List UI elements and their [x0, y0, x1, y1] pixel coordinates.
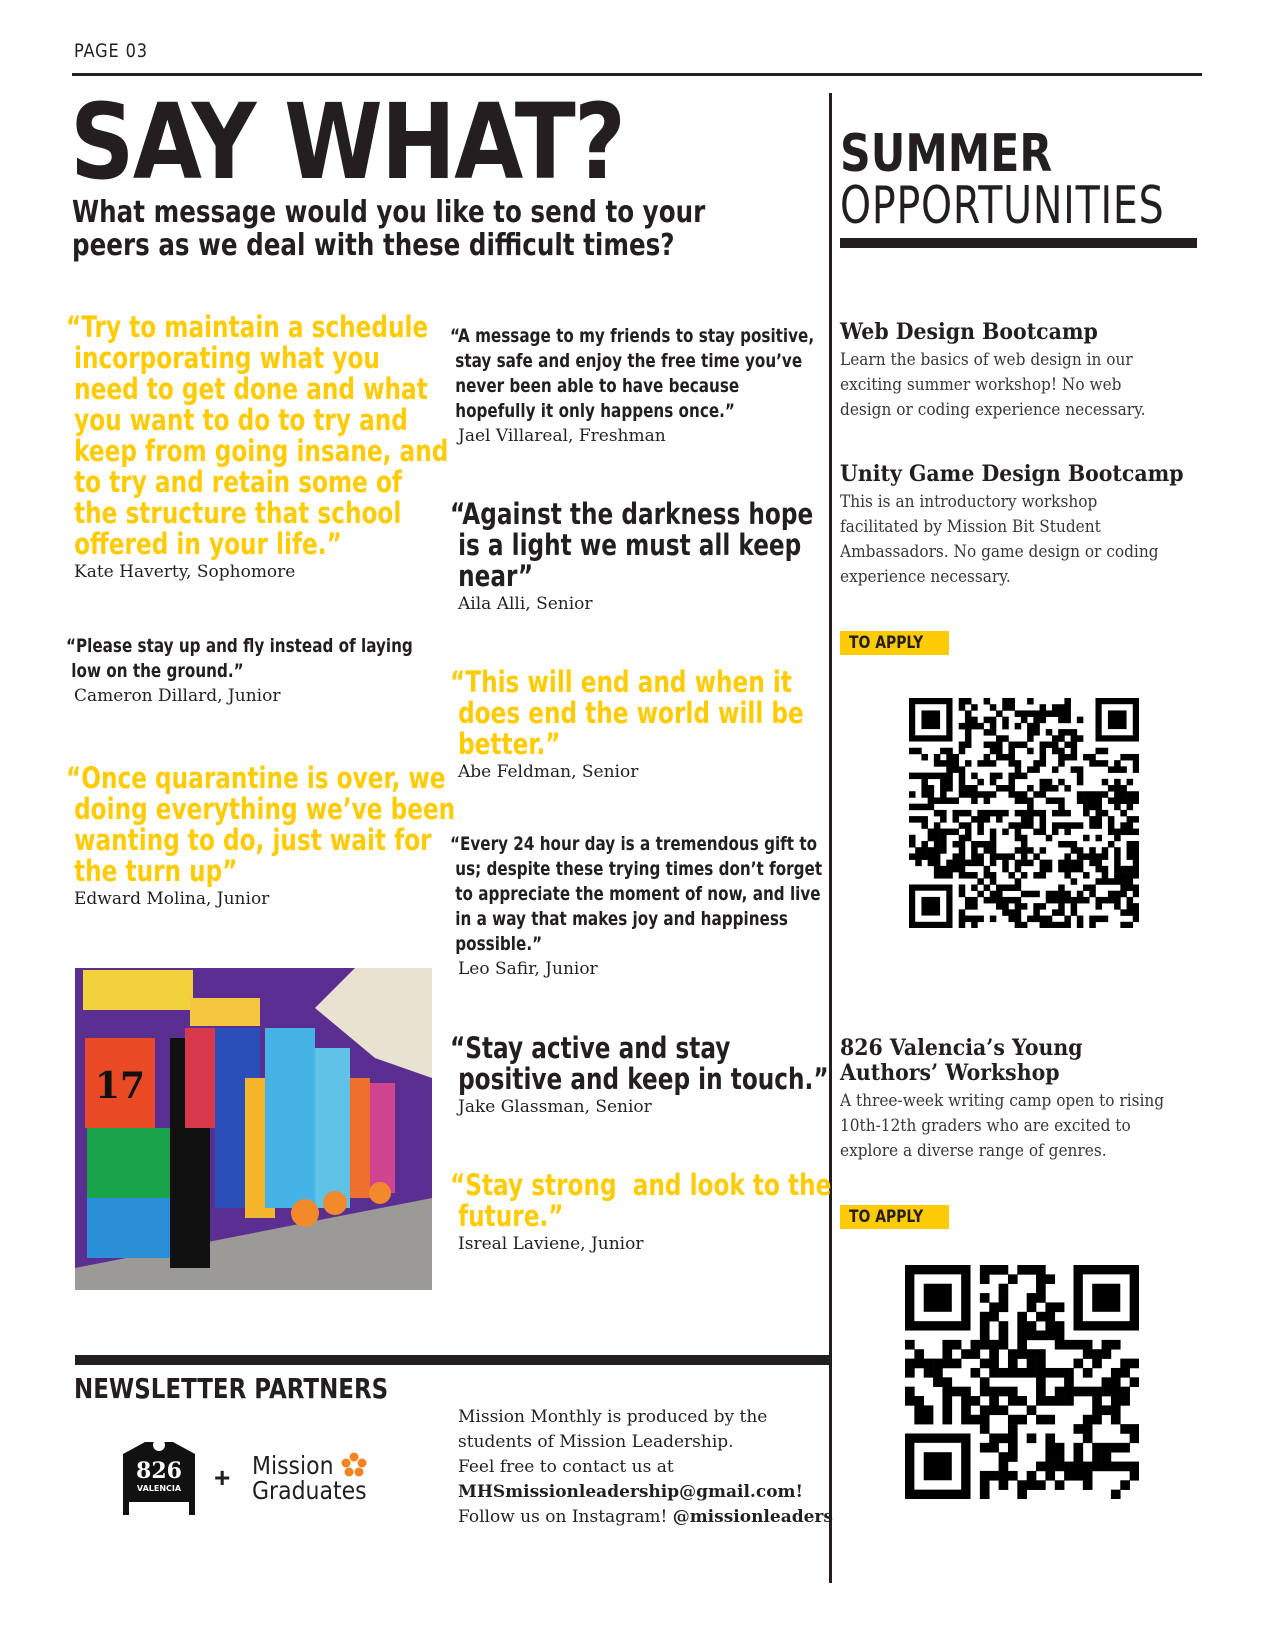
page-number: PAGE 03: [74, 40, 148, 62]
mg-logo-line2: Graduates: [252, 1476, 367, 1505]
to-apply-label: TO APPLY: [840, 1205, 949, 1229]
quote-line: stay safe and enjoy the free time you’ve: [450, 350, 803, 372]
quote-text: [450, 1170, 831, 1232]
quote-line: need to get done and what: [66, 372, 428, 406]
quote-line: “Against the darkness hope: [450, 497, 814, 531]
mural-photo: [75, 968, 432, 1290]
opportunity-title: 826 Valencia’s Young Authors’ Workshop: [840, 1035, 1083, 1086]
quote-line: hopefully it only happens once.”: [450, 400, 735, 422]
quote-line: you want to do to try and: [66, 403, 408, 437]
opportunity-description: This is an introductory workshop facilitated by Mission Bit Student Ambassadors. No game design or coding experience necessary.: [840, 492, 1159, 586]
quote-author: Jael Villareal, Freshman: [458, 426, 666, 446]
quote-line: offered in your life.”: [66, 527, 342, 561]
quote-line: the turn up”: [66, 854, 238, 888]
contact-email-link[interactable]: MHSmissionleadership@gmail.com!: [458, 1482, 803, 1502]
quote-line: “This will end and when it: [450, 665, 792, 699]
quote-line: never been able to have because: [450, 375, 740, 397]
sidebar-title-light: OPPORTUNITIES: [840, 176, 1165, 236]
partners-heading: NEWSLETTER PARTNERS: [74, 1372, 389, 1405]
quote-text: [66, 634, 413, 684]
mission-graduates-logo: [252, 1452, 382, 1503]
quote-text: [450, 324, 814, 424]
top-divider: [72, 73, 1202, 76]
opportunity-description: A three-week writing camp open to rising 10th-12th graders who are excited to explore a diverse range of genres.: [840, 1091, 1165, 1160]
quote-text: [450, 667, 804, 760]
quote-line: “Stay strong and look to the: [450, 1168, 832, 1202]
quote-line: “Stay active and stay: [450, 1031, 731, 1065]
quote-card: [450, 324, 905, 446]
svg-text:17: 17: [95, 1065, 146, 1107]
quote-line: wanting to do, just wait for: [66, 823, 432, 857]
quote-line: to appreciate the moment of now, and live: [450, 883, 821, 905]
quote-line: does end the world will be: [450, 696, 804, 730]
footer-line: Feel free to contact us at: [458, 1457, 674, 1477]
quote-line: near”: [450, 559, 534, 593]
quote-author: Edward Molina, Junior: [74, 889, 270, 909]
quote-author: Cameron Dillard, Junior: [74, 686, 281, 706]
quote-text: [66, 763, 455, 887]
quote-card: [450, 832, 915, 979]
quote-line: “A message to my friends to stay positive,: [450, 325, 815, 347]
quote-text: [450, 1033, 829, 1095]
partners-divider: [75, 1355, 830, 1365]
sidebar-title-rule: [840, 238, 1197, 248]
quote-author: Isreal Laviene, Junior: [458, 1234, 644, 1254]
opportunity-unity-game-design: [840, 462, 1210, 589]
opportunity-title: Unity Game Design Bootcamp: [840, 461, 1184, 487]
footer-line: students of Mission Leadership.: [458, 1432, 734, 1452]
mg-logo-line1: Mission: [252, 1450, 334, 1480]
quote-author: Kate Haverty, Sophomore: [74, 562, 296, 582]
footer-credits: [458, 1405, 858, 1530]
opportunity-web-design: [840, 320, 1210, 422]
subtitle-line: What message would you like to send to your: [72, 195, 706, 230]
quote-line: positive and keep in touch.”: [450, 1062, 829, 1096]
quote-author: Abe Feldman, Senior: [458, 762, 639, 782]
to-apply-label: TO APPLY: [840, 631, 949, 655]
quote-text: [450, 499, 813, 592]
footer-line: Follow us on Instagram!: [458, 1507, 673, 1527]
sidebar-title-bold: SUMMER: [840, 124, 1053, 184]
quote-line: better.”: [450, 727, 561, 761]
quote-line: the structure that school: [66, 496, 402, 530]
opportunity-title: Web Design Bootcamp: [840, 319, 1098, 345]
826-valencia-logo: [123, 1440, 195, 1515]
qr-code-826-valencia[interactable]: [905, 1265, 1139, 1499]
quote-text: [66, 312, 448, 560]
page-title: SAY WHAT?: [70, 81, 625, 203]
footer-line: Mission Monthly is produced by the: [458, 1407, 768, 1427]
page-subtitle: [72, 196, 744, 262]
opportunity-826-young-authors: [840, 1036, 1210, 1163]
flower-icon: [341, 1452, 367, 1478]
quote-line: in a way that makes joy and happiness: [450, 908, 788, 930]
quote-author: Aila Alli, Senior: [458, 594, 593, 614]
quote-line: possible.”: [450, 933, 543, 955]
quote-line: low on the ground.”: [66, 660, 244, 682]
quote-line: “Please stay up and fly instead of laying: [66, 635, 413, 657]
quote-card: [66, 634, 500, 706]
quote-line: “Every 24 hour day is a tremendous gift to: [450, 833, 818, 855]
quote-line: doing everything we’ve been: [66, 792, 456, 826]
quote-line: us; despite these trying times don’t forget: [450, 858, 823, 880]
quote-line: incorporating what you: [66, 341, 380, 375]
quote-author: Jake Glassman, Senior: [458, 1097, 652, 1117]
quote-line: “Once quarantine is over, we: [66, 761, 446, 795]
opportunity-description: Learn the basics of web design in our exciting summer workshop! No web design or coding experience necessary.: [840, 350, 1146, 419]
quote-line: to try and retain some of: [66, 465, 403, 499]
quote-card: [450, 499, 904, 614]
instagram-handle-link[interactable]: @missionleaders: [672, 1507, 833, 1527]
quote-author: Leo Safir, Junior: [458, 959, 598, 979]
quote-line: future.”: [450, 1199, 564, 1233]
quote-text: [450, 832, 822, 957]
quote-card: [450, 667, 892, 782]
qr-code-unity[interactable]: [909, 698, 1139, 928]
quote-line: “Try to maintain a schedule: [66, 310, 429, 344]
svg-text:VALENCIA: VALENCIA: [136, 1484, 182, 1493]
quote-line: keep from going insane, and: [66, 434, 449, 468]
svg-text:826: 826: [136, 1458, 182, 1484]
quote-line: is a light we must all keep: [450, 528, 802, 562]
plus-sign: +: [214, 1462, 231, 1493]
subtitle-line: peers as we deal with these difficult times?: [72, 228, 675, 263]
